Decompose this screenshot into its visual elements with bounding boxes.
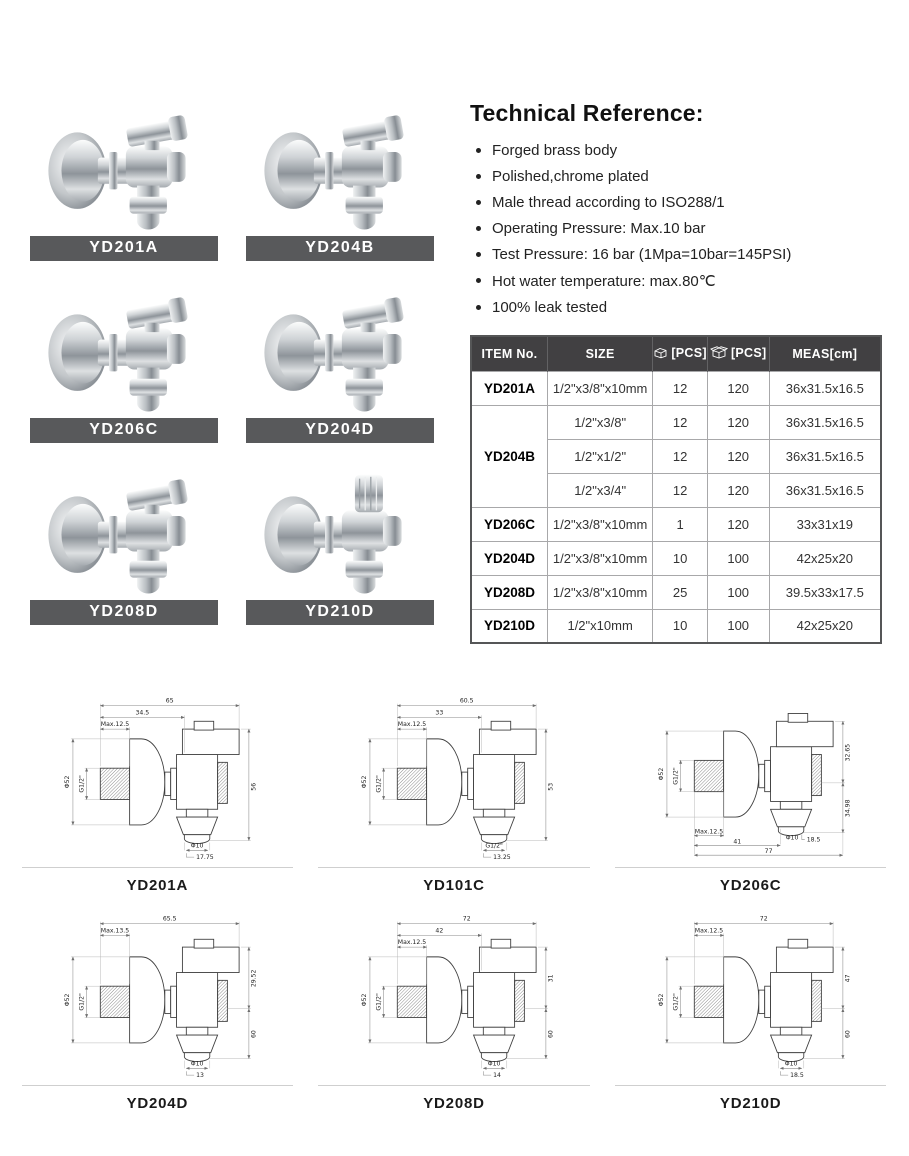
box-icon [653,347,668,359]
table-row [471,609,881,643]
inner-pcs-cell: 12 [653,473,708,507]
dimension-label: 41 [733,838,741,846]
item-cell: YD206C [471,507,547,541]
dimension-label: 56 [251,782,259,791]
drawing-label: YD101C [423,877,485,894]
tech-reference-section [470,100,882,644]
size-cell: 1/2"x3/8" [547,405,652,439]
inner-pcs-label: [PCS] [671,345,707,360]
drawing-label: YD201A [126,877,189,894]
tech-bullet: Hot water temperature: max.80℃ [470,272,882,290]
outer-pcs-label: [PCS] [730,345,767,360]
carton-icon [710,346,728,359]
size-cell: 1/2"x3/8"x10mm [547,371,652,405]
size-cell: 1/2"x3/8"x10mm [547,575,652,609]
meas-cell: 42x25x20 [769,541,881,575]
valve-drawing [33,690,281,864]
col-item-no: ITEM No. [471,336,547,371]
product-photo-figure [246,278,434,443]
product-photo-figure [30,460,218,625]
divider [615,1085,886,1086]
size-cell: 1/2"x3/4" [547,473,652,507]
col-outer-pcs [707,336,769,371]
product-photos-section [30,96,434,625]
dimension-label: 29.52 [251,969,259,988]
size-cell: 1/2"x1/2" [547,439,652,473]
dimension-label: 33 [435,709,444,717]
meas-cell: 33x31x19 [769,507,881,541]
dimension-label: Φ10 [487,1060,501,1068]
dimension-label: G1/2" [485,842,503,850]
outer-pcs-cell: 120 [707,473,769,507]
drawing-cell [313,908,596,1112]
inner-pcs-cell: 12 [653,371,708,405]
dimension-label: G1/2" [375,993,383,1011]
product-photo-figure [246,460,434,625]
drawing-cell [313,690,596,894]
divider [318,1085,589,1086]
dimension-label: 60 [251,1030,259,1039]
dimension-label: Φ52 [64,775,72,789]
dimension-label: 18.5 [789,1072,804,1080]
dimension-label: 60 [547,1030,555,1039]
dimension-label: 65.5 [163,915,177,923]
dimension-label: 42 [435,927,444,935]
drawings-section [16,690,892,1112]
dimension-label: Max.12.5 [397,939,427,947]
dimension-label: 18.5 [806,836,821,844]
dimension-label: 31 [547,974,555,983]
size-cell: 1/2"x10mm [547,609,652,643]
outer-pcs-cell: 100 [707,541,769,575]
dimension-label: Max.12.5 [694,828,723,836]
dimension-label: G1/2" [375,775,383,793]
dimension-label: 53 [547,782,555,791]
dimension-label: 32.65 [844,743,852,762]
valve-photo [246,278,434,418]
divider [615,867,886,868]
item-cell: YD210D [471,609,547,643]
table-row [471,575,881,609]
drawing-cell [16,908,299,1112]
valve-drawing [627,690,875,864]
dimension-label: Φ52 [361,775,369,789]
outer-pcs-cell: 120 [707,405,769,439]
drawing-label: YD206C [719,877,782,894]
tech-bullet: Test Pressure: 16 bar (1Mpa=10bar=145PSI) [470,246,882,263]
table-row [471,405,881,439]
inner-pcs-cell: 1 [653,507,708,541]
item-cell: YD208D [471,575,547,609]
tech-bullet: 100% leak tested [470,299,882,316]
dimension-label: Max.12.5 [101,721,130,729]
outer-pcs-cell: 120 [707,371,769,405]
tech-bullet: Operating Pressure: Max.10 bar [470,220,882,237]
table-row [471,541,881,575]
meas-cell: 42x25x20 [769,609,881,643]
drawing-cell [609,908,892,1112]
col-inner-pcs [653,336,708,371]
dimension-label: 72 [759,915,768,923]
dimension-label: 17.75 [196,854,215,862]
inner-pcs-cell: 25 [653,575,708,609]
item-cell: YD204D [471,541,547,575]
drawing-label: YD210D [719,1095,782,1112]
table-row [471,507,881,541]
inner-pcs-cell: 10 [653,541,708,575]
product-label: YD204D [246,418,434,443]
product-label: YD210D [246,600,434,625]
dimension-label: G1/2" [79,775,87,793]
tech-bullet-list [470,142,882,316]
dimension-label: Φ52 [64,993,72,1007]
inner-pcs-cell: 12 [653,405,708,439]
size-cell: 1/2"x3/8"x10mm [547,507,652,541]
dimension-label: 34.5 [135,709,150,717]
outer-pcs-cell: 100 [707,575,769,609]
inner-pcs-cell: 10 [653,609,708,643]
dimension-label: 72 [462,915,471,923]
spec-table-header-row [471,336,881,371]
product-photo-figure [30,96,218,261]
outer-pcs-cell: 120 [707,507,769,541]
col-size: SIZE [547,336,652,371]
valve-photo [30,96,218,236]
valve-drawing [33,908,281,1082]
drawing-label: YD208D [423,1095,485,1112]
valve-photo [246,460,434,600]
tech-reference-heading: Technical Reference: [470,100,704,126]
item-cell: YD204B [471,405,547,507]
product-photo-figure [246,96,434,261]
valve-drawing [330,908,578,1082]
product-label: YD204B [246,236,434,261]
outer-pcs-cell: 120 [707,439,769,473]
tech-bullet: Polished,chrome plated [470,168,882,185]
divider [22,1085,293,1086]
item-cell: YD201A [471,371,547,405]
dimension-label: 60 [844,1030,852,1039]
product-label: YD208D [30,600,218,625]
dimension-label: G1/2" [79,993,87,1011]
meas-cell: 36x31.5x16.5 [769,473,881,507]
dimension-label: Φ52 [361,993,369,1007]
outer-pcs-cell: 100 [707,609,769,643]
product-label: YD206C [30,418,218,443]
size-cell: 1/2"x3/8"x10mm [547,541,652,575]
dimension-label: Φ10 [191,1060,204,1068]
meas-cell: 36x31.5x16.5 [769,439,881,473]
dimension-label: G1/2" [672,993,680,1011]
valve-drawing [627,908,875,1082]
meas-cell: 36x31.5x16.5 [769,405,881,439]
valve-photo [30,278,218,418]
divider [22,867,293,868]
valve-photo [246,96,434,236]
dimension-label: Φ10 [785,834,799,842]
meas-cell: 36x31.5x16.5 [769,371,881,405]
dimension-label: 60.5 [459,697,474,705]
col-meas: MEAS[cm] [769,336,881,371]
spec-table [470,335,882,644]
drawing-cell [609,690,892,894]
dimension-label: 47 [844,974,852,983]
dimension-label: 13 [196,1072,205,1080]
table-row [471,371,881,405]
dimension-label: 77 [764,848,773,856]
dimension-label: Max.13.5 [101,927,130,935]
divider [318,867,589,868]
drawing-label: YD204D [126,1095,189,1112]
meas-cell: 39.5x33x17.5 [769,575,881,609]
drawing-cell [16,690,299,894]
valve-drawing [330,690,578,864]
tech-bullet: Male thread according to ISO288/1 [470,194,882,211]
dimension-label: Φ10 [784,1060,798,1068]
valve-photo [30,460,218,600]
product-label: YD201A [30,236,218,261]
dimension-label: Φ52 [657,993,665,1007]
dimension-label: 13.25 [493,854,511,862]
tech-bullet: Forged brass body [470,142,882,159]
dimension-label: 65 [166,697,174,705]
product-photo-figure [30,278,218,443]
dimension-label: G1/2" [672,767,680,785]
dimension-label: Φ52 [657,767,665,781]
dimension-label: 14 [493,1072,501,1080]
dimension-label: Φ10 [191,842,204,850]
dimension-label: Max.12.5 [694,927,723,935]
inner-pcs-cell: 12 [653,439,708,473]
dimension-label: Max.12.5 [397,721,427,729]
dimension-label: 34.98 [844,799,852,818]
